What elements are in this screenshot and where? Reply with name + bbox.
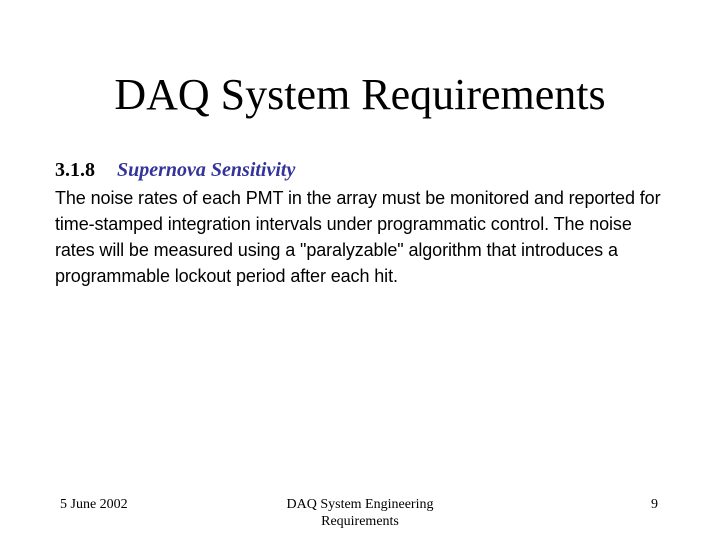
section-number: 3.1.8 (55, 159, 95, 181)
section-name: Supernova Sensitivity (117, 159, 296, 181)
body-paragraph: The noise rates of each PMT in the array must be monitored and reported for time-stamped integration intervals under programmatic control. The noise rates will be measured using a "paralyzable" algorithm that introduces a programmable lockout period after each hit. (55, 188, 661, 286)
slide-title: DAQ System Requirements (114, 70, 606, 119)
footer-title-line-1: DAQ System Engineering (286, 497, 434, 512)
footer-title-line-2: Requirements (321, 514, 399, 529)
footer-date: 5 June 2002 (60, 497, 128, 512)
page-number: 9 (651, 497, 658, 512)
section-heading (55, 156, 295, 184)
footer-title (280, 496, 440, 530)
